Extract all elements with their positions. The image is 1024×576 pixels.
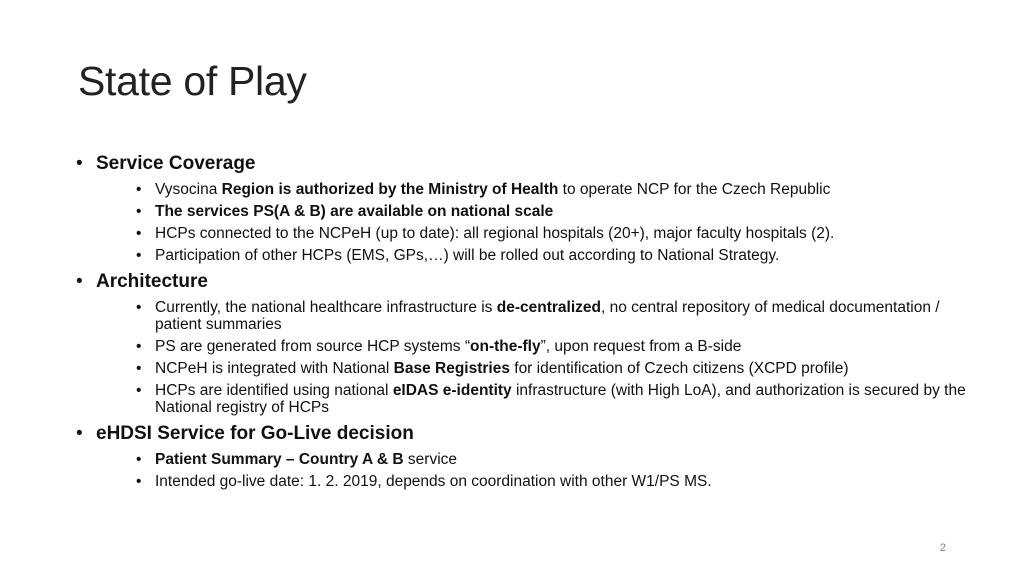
bullet-icon: • (76, 271, 83, 292)
bullet-icon: • (76, 153, 83, 174)
slide-title: State of Play (78, 58, 307, 104)
section-heading: Service Coverage (96, 153, 256, 174)
list-item (136, 382, 976, 416)
slide-content (76, 152, 976, 490)
text-span: ”, upon request from a B-side (540, 338, 742, 355)
text-span: for identification of Czech citizens (XCPD profile) (509, 360, 849, 377)
list-item (136, 225, 976, 242)
bold-text-span: The services PS(A & B) are available on national scale (155, 203, 554, 220)
text-span: NCPeH is integrated with National (155, 360, 394, 377)
sub-list (96, 299, 976, 416)
bold-text-span: on-the-fly (470, 338, 541, 355)
section-go-live-decision (76, 422, 976, 490)
text-span: , no central repository of medical documentation / patient summaries (155, 299, 940, 333)
list-item (136, 338, 976, 355)
section-architecture (76, 270, 976, 416)
bullet-icon: • (136, 203, 142, 220)
text-span: Currently, the national healthcare infrastructure is (155, 299, 497, 316)
list-item (136, 181, 976, 198)
bold-text-span: Base Registries (393, 360, 510, 377)
bullet-icon: • (136, 247, 142, 264)
section-heading: eHDSI Service for Go-Live decision (96, 423, 414, 444)
text-span: service (403, 451, 458, 468)
bullet-icon: • (136, 360, 142, 377)
bullet-icon: • (76, 423, 83, 444)
list-item (136, 203, 976, 220)
text-span: HCPs connected to the NCPeH (up to date): all regional hospitals (20+), major faculty hospitals (2). (155, 225, 835, 242)
bold-text-span: eIDAS e-identity (392, 382, 512, 399)
bullet-icon: • (136, 225, 142, 242)
section-heading: Architecture (96, 271, 208, 292)
text-span: Participation of other HCPs (EMS, GPs,…) will be rolled out according to National Strategy. (155, 247, 780, 264)
section-service-coverage (76, 152, 976, 264)
bullet-icon: • (136, 338, 142, 355)
bold-text-span: Patient Summary – Country A & B (155, 451, 404, 468)
bullet-icon: • (136, 451, 142, 468)
text-span: infrastructure (with High LoA), and authorization is secured by the National registry of HCPs (155, 382, 966, 416)
bold-text-span: de-centralized (496, 299, 601, 316)
list-item (136, 360, 976, 377)
sub-list (96, 181, 976, 264)
list-item (136, 299, 976, 333)
sub-list (96, 451, 976, 490)
text-span: HCPs are identified using national (155, 382, 393, 399)
text-span: PS are generated from source HCP systems “ (155, 338, 471, 355)
text-span: Vysocina (155, 181, 222, 198)
bullet-icon: • (136, 181, 142, 198)
list-item (136, 473, 976, 490)
page-number: 2 (939, 542, 946, 554)
text-span: Intended go-live date: 1. 2. 2019, depends on coordination with other W1/PS MS. (155, 473, 712, 490)
list-item (136, 247, 976, 264)
bullet-icon: • (136, 299, 142, 316)
bullet-icon: • (136, 473, 142, 490)
bold-text-span: Region is authorized by the Ministry of Health (221, 181, 559, 198)
text-span: to operate NCP for the Czech Republic (558, 181, 831, 198)
bullet-icon: • (136, 382, 142, 399)
list-item (136, 451, 976, 468)
